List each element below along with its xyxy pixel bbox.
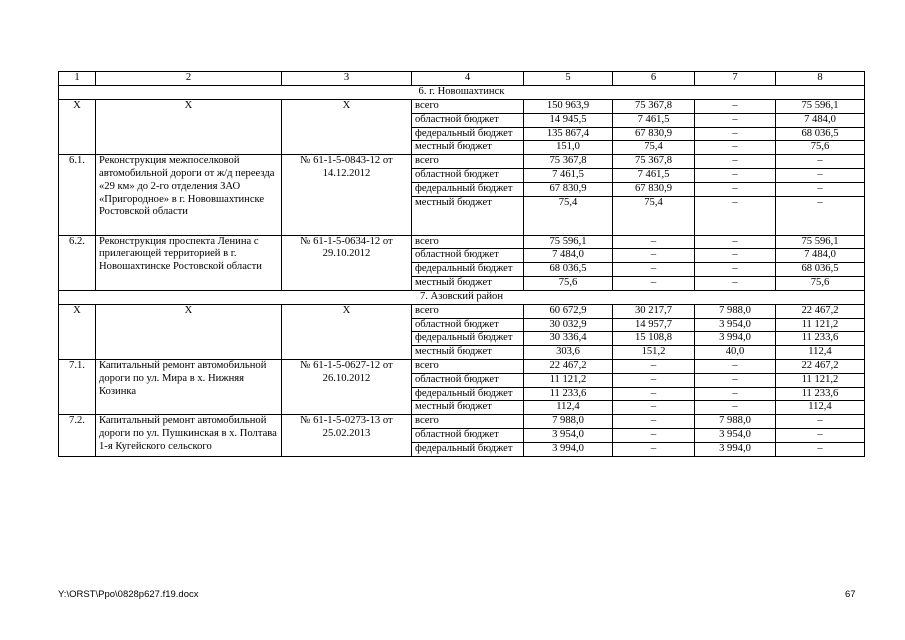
table-cell: – xyxy=(695,235,776,249)
table-cell: 22 467,2 xyxy=(524,359,613,373)
table-cell: 7 988,0 xyxy=(524,415,613,429)
table-cell: – xyxy=(695,359,776,373)
funding-label-local: местный бюджет xyxy=(412,276,524,290)
table-cell: 68 036,5 xyxy=(524,263,613,277)
table-cell: – xyxy=(695,401,776,415)
document-number: № 61-1-5-0627-12 от 26.10.2012 xyxy=(282,359,412,414)
table-cell-x: Х xyxy=(96,304,282,359)
table-cell: – xyxy=(695,373,776,387)
column-header: 2 xyxy=(96,72,282,86)
table-cell-x: Х xyxy=(282,100,412,155)
table-cell: – xyxy=(613,235,695,249)
table-cell: 75,6 xyxy=(524,276,613,290)
table-cell: – xyxy=(695,127,776,141)
table-cell: 75 367,8 xyxy=(613,155,695,169)
table-cell-x: Х xyxy=(59,304,96,359)
table-cell: 3 994,0 xyxy=(695,442,776,456)
table-cell: 135 867,4 xyxy=(524,127,613,141)
table-cell: 303,6 xyxy=(524,346,613,360)
section-row xyxy=(59,86,865,100)
funding-label-federal: федеральный бюджет xyxy=(412,127,524,141)
table-cell: 151,0 xyxy=(524,141,613,155)
table-cell: – xyxy=(776,442,865,456)
funding-label-total: всего xyxy=(412,155,524,169)
funding-label-regional: областной бюджет xyxy=(412,249,524,263)
funding-label-local: местный бюджет xyxy=(412,196,524,235)
funding-label-federal: федеральный бюджет xyxy=(412,442,524,456)
table-cell: – xyxy=(776,182,865,196)
table-cell: 150 963,9 xyxy=(524,100,613,114)
object-name: Реконструкция межпоселковой автомобильной дороги от ж/д переезда «29 км» до 2-го отделения ЗАО «Пригородное» в г. Нововшахтинске Ростовской области xyxy=(96,155,282,235)
column-header: 7 xyxy=(695,72,776,86)
funding-label-local: местный бюджет xyxy=(412,141,524,155)
table-cell: 7 988,0 xyxy=(695,304,776,318)
table-row xyxy=(59,235,865,249)
funding-label-regional: областной бюджет xyxy=(412,318,524,332)
table-cell: 75,4 xyxy=(524,196,613,235)
table-cell: – xyxy=(695,100,776,114)
table-cell: 7 461,5 xyxy=(613,168,695,182)
table-cell: – xyxy=(695,155,776,169)
document-number: № 61-1-5-0634-12 от 29.10.2012 xyxy=(282,235,412,290)
table-cell: – xyxy=(613,415,695,429)
column-header: 8 xyxy=(776,72,865,86)
table-cell: 75,6 xyxy=(776,141,865,155)
table-cell: 11 121,2 xyxy=(776,318,865,332)
table-cell-x: Х xyxy=(282,304,412,359)
table-cell: 22 467,2 xyxy=(776,359,865,373)
table-cell: – xyxy=(695,249,776,263)
table-cell: 75,4 xyxy=(613,196,695,235)
table-cell: 14 945,5 xyxy=(524,113,613,127)
column-number-row xyxy=(59,72,865,86)
table-cell: 112,4 xyxy=(776,401,865,415)
funding-label-regional: областной бюджет xyxy=(412,373,524,387)
table-cell: 67 830,9 xyxy=(613,127,695,141)
section-title: 6. г. Новошахтинск xyxy=(59,86,865,100)
table-row xyxy=(59,359,865,373)
table-cell: 3 954,0 xyxy=(524,428,613,442)
table-cell: 7 484,0 xyxy=(776,249,865,263)
object-name: Капитальный ремонт автомобильной дороги по ул. Пушкинская в х. Полтава 1-я Кугейского сельского xyxy=(96,415,282,456)
table-cell: – xyxy=(613,373,695,387)
table-row xyxy=(59,415,865,429)
table-cell: 40,0 xyxy=(695,346,776,360)
table-cell: 67 830,9 xyxy=(613,182,695,196)
table-cell: – xyxy=(613,276,695,290)
table-cell: – xyxy=(776,196,865,235)
table-cell: 11 121,2 xyxy=(776,373,865,387)
table-cell: – xyxy=(695,182,776,196)
table-cell: – xyxy=(695,141,776,155)
table-cell: – xyxy=(613,359,695,373)
funding-label-local: местный бюджет xyxy=(412,401,524,415)
section-title: 7. Азовский район xyxy=(59,290,865,304)
table-cell: 22 467,2 xyxy=(776,304,865,318)
table-cell: 75 367,8 xyxy=(613,100,695,114)
table-cell: 75 367,8 xyxy=(524,155,613,169)
funding-label-regional: областной бюджет xyxy=(412,428,524,442)
table-cell: 3 994,0 xyxy=(524,442,613,456)
table-cell: 14 957,7 xyxy=(613,318,695,332)
table-cell: – xyxy=(776,415,865,429)
table-cell: – xyxy=(613,401,695,415)
section-row xyxy=(59,290,865,304)
table-cell: 75 596,1 xyxy=(524,235,613,249)
table-cell: 7 461,5 xyxy=(613,113,695,127)
column-header: 6 xyxy=(613,72,695,86)
funding-label-total: всего xyxy=(412,304,524,318)
table-cell: – xyxy=(776,168,865,182)
document-number: № 61-1-5-0273-13 от 25.02.2013 xyxy=(282,415,412,456)
table-cell: 11 233,6 xyxy=(776,387,865,401)
item-number: 7.1. xyxy=(59,359,96,414)
table-cell: – xyxy=(613,249,695,263)
page-number: 67 xyxy=(845,589,856,600)
table-cell: – xyxy=(613,442,695,456)
table-cell: – xyxy=(695,276,776,290)
document-number: № 61-1-5-0843-12 от 14.12.2012 xyxy=(282,155,412,235)
column-header: 4 xyxy=(412,72,524,86)
funding-label-total: всего xyxy=(412,359,524,373)
table-cell: 11 233,6 xyxy=(524,387,613,401)
table-cell: 75,4 xyxy=(613,141,695,155)
item-number: 6.1. xyxy=(59,155,96,235)
table-cell: 112,4 xyxy=(524,401,613,415)
table-cell: – xyxy=(695,196,776,235)
table-cell: 75,6 xyxy=(776,276,865,290)
funding-label-regional: областной бюджет xyxy=(412,168,524,182)
table-row xyxy=(59,304,865,318)
table-cell: 151,2 xyxy=(613,346,695,360)
column-header: 3 xyxy=(282,72,412,86)
item-number: 6.2. xyxy=(59,235,96,290)
item-number: 7.2. xyxy=(59,415,96,456)
funding-label-total: всего xyxy=(412,415,524,429)
table-cell: 15 108,8 xyxy=(613,332,695,346)
table-cell: 30 032,9 xyxy=(524,318,613,332)
table-cell: – xyxy=(695,263,776,277)
table-cell: 112,4 xyxy=(776,346,865,360)
column-header: 5 xyxy=(524,72,613,86)
funding-label-federal: федеральный бюджет xyxy=(412,387,524,401)
table-cell: 75 596,1 xyxy=(776,235,865,249)
table-cell: 68 036,5 xyxy=(776,127,865,141)
table-cell: 11 233,6 xyxy=(776,332,865,346)
table-cell: 7 484,0 xyxy=(524,249,613,263)
table-cell: – xyxy=(695,113,776,127)
table-row xyxy=(59,100,865,114)
table-cell: 68 036,5 xyxy=(776,263,865,277)
table-cell: – xyxy=(613,263,695,277)
table-cell: – xyxy=(613,428,695,442)
table-cell: – xyxy=(776,428,865,442)
table-cell-x: Х xyxy=(59,100,96,155)
funding-label-total: всего xyxy=(412,235,524,249)
table-cell: – xyxy=(613,387,695,401)
table-row xyxy=(59,155,865,169)
table-cell: – xyxy=(695,168,776,182)
table-cell: – xyxy=(695,387,776,401)
column-header: 1 xyxy=(59,72,96,86)
table-cell: 7 988,0 xyxy=(695,415,776,429)
table-cell: 3 954,0 xyxy=(695,428,776,442)
table-cell: 30 336,4 xyxy=(524,332,613,346)
table-cell: – xyxy=(776,155,865,169)
funding-label-local: местный бюджет xyxy=(412,346,524,360)
funding-label-total: всего xyxy=(412,100,524,114)
object-name: Реконструкция проспекта Ленина с прилегающей территорией в г. Новошахтинске Ростовской области xyxy=(96,235,282,290)
table-cell: 7 461,5 xyxy=(524,168,613,182)
funding-label-federal: федеральный бюджет xyxy=(412,263,524,277)
funding-label-federal: федеральный бюджет xyxy=(412,182,524,196)
funding-label-federal: федеральный бюджет xyxy=(412,332,524,346)
file-path: Y:\ORST\Ppo\0828p627.f19.docx xyxy=(58,589,199,600)
table-cell: 67 830,9 xyxy=(524,182,613,196)
table-cell-x: Х xyxy=(96,100,282,155)
funding-label-regional: областной бюджет xyxy=(412,113,524,127)
table-cell: 3 954,0 xyxy=(695,318,776,332)
table-cell: 60 672,9 xyxy=(524,304,613,318)
table-cell: 3 994,0 xyxy=(695,332,776,346)
table-cell: 7 484,0 xyxy=(776,113,865,127)
table-cell: 30 217,7 xyxy=(613,304,695,318)
budget-table xyxy=(58,71,865,457)
table-cell: 11 121,2 xyxy=(524,373,613,387)
object-name: Капитальный ремонт автомобильной дороги по ул. Мира в х. Нижняя Козинка xyxy=(96,359,282,414)
table-cell: 75 596,1 xyxy=(776,100,865,114)
